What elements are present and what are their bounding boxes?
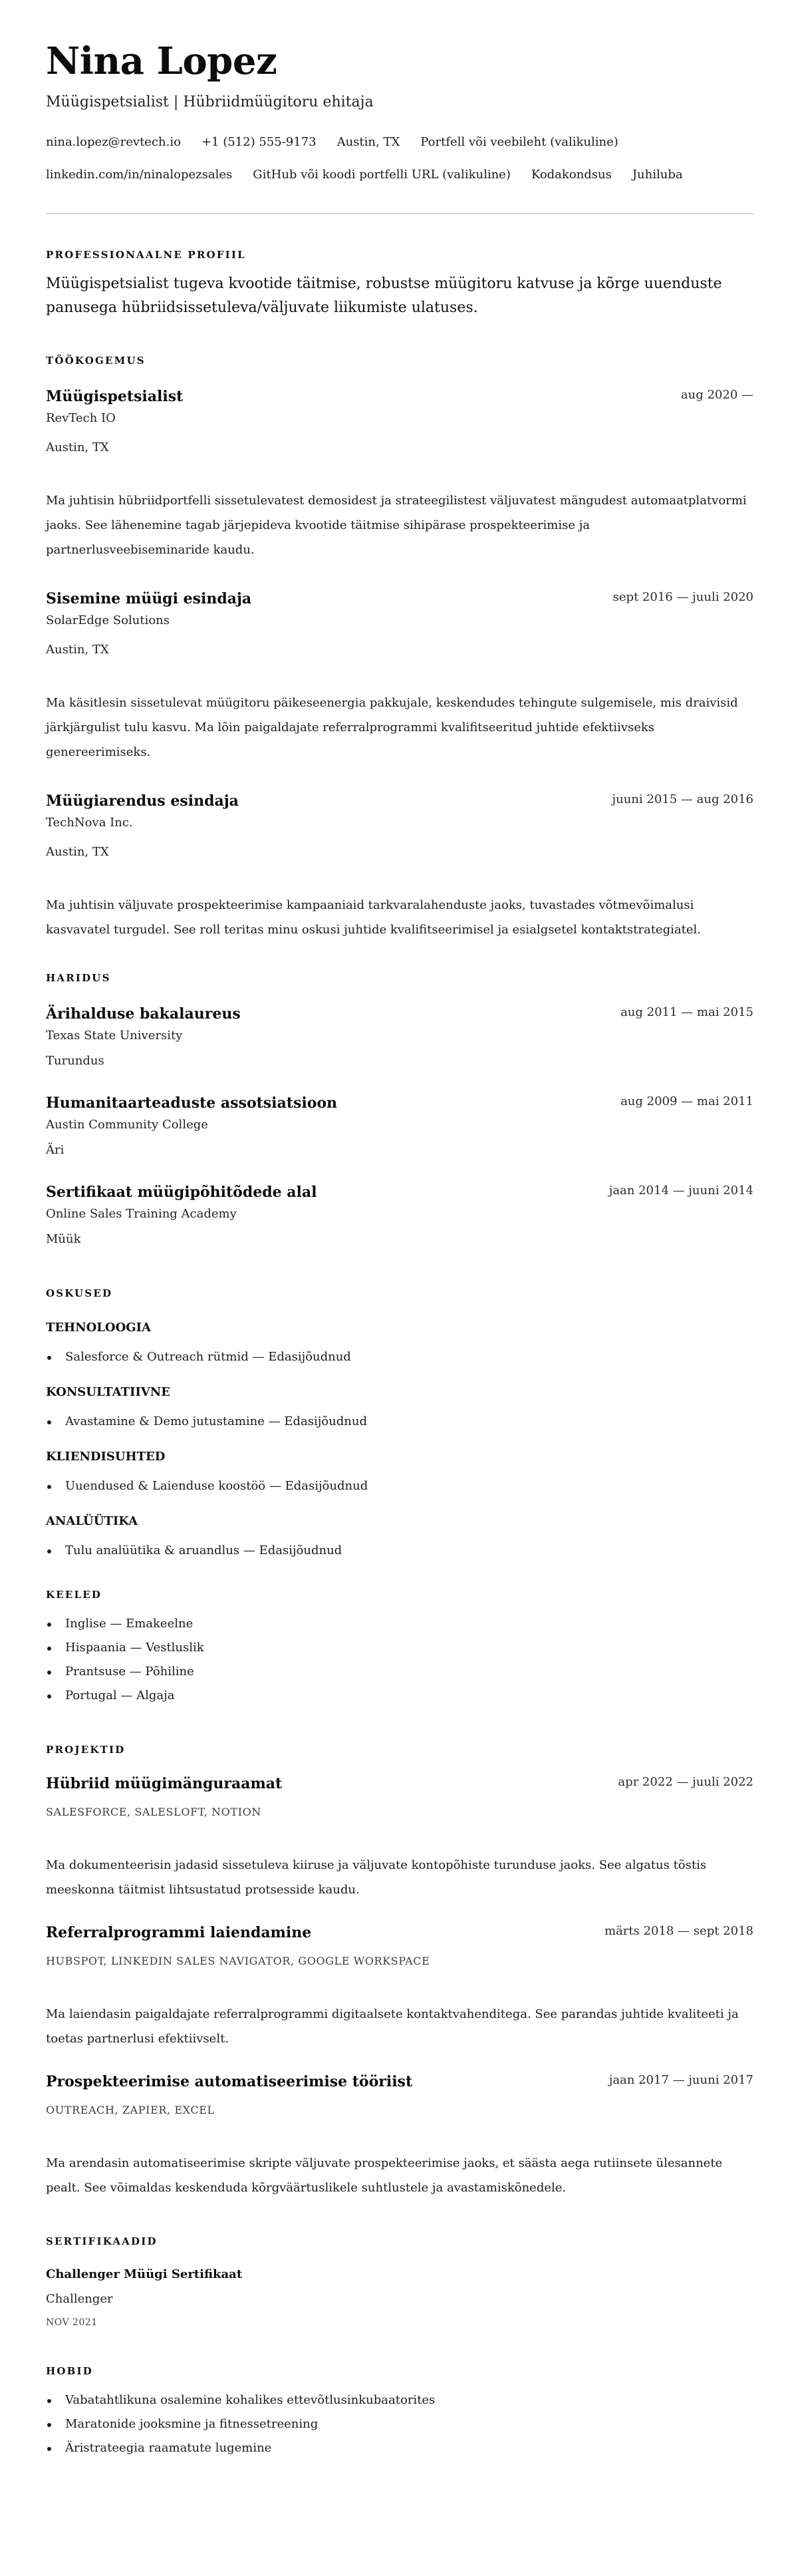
candidate-name: Nina Lopez (46, 39, 277, 83)
profile-section (46, 248, 753, 320)
contact-list (46, 126, 753, 191)
education-dates: aug 2009 — mai 2011 (620, 1094, 753, 1108)
section-heading: PROFESSIONAALNE PROFIIL (46, 249, 246, 261)
contact-linkedin[interactable]: linkedin.com/in/ninalopezsales (46, 168, 233, 182)
section-heading: PROJEKTID (46, 1744, 126, 1756)
skill-group (46, 1320, 753, 1367)
education-dates: jaan 2014 — juuni 2014 (608, 1184, 753, 1198)
section-heading: KEELED (46, 1589, 102, 1601)
skill-group (46, 1384, 753, 1431)
project-title: Referralprogrammi laiendamine (46, 1924, 312, 1941)
contact-email[interactable]: nina.lopez@revtech.io (46, 135, 181, 149)
section-heading: OSKUSED (46, 1287, 113, 1299)
languages-section (46, 1588, 753, 1708)
projects-section (46, 1743, 753, 2200)
project-tech: HUBSPOT, LINKEDIN SALES NAVIGATOR, GOOGLE WORKSPACE (46, 1955, 430, 1967)
project-description: Ma arendasin automatiseerimise skripte väljuvate prospekteerimise jaoks, et säästa aega rutiinsete ülesannete pealt. See võimaldas keskenduda kõrgväärtuslikele suhtlustele ja avastamiskõnedele. (46, 2156, 723, 2195)
skill-group-name: KLIENDISUHTED (46, 1450, 166, 1464)
skill-item: Tulu analüütika & aruandlus — Edasijõudnud (46, 1541, 753, 1560)
section-heading: TÖÖKOGEMUS (46, 355, 146, 367)
degree-title: Humanitaarteaduste assotsiatsioon (46, 1094, 338, 1112)
education-entry (46, 1004, 753, 1070)
header-divider (46, 213, 753, 214)
job-description: Ma käsitlesin sissetulevat müügitoru päikeseenergia pakkujale, keskendudes tehingute sulgemisele, mis draivisid järkjärgulist tulu kasvu. Ma lõin paigaldajate referralprogrammi kvalifitseeritud juhtide efektiivseks genereerimiseks. (46, 696, 738, 759)
skill-group-name: ANALÜÜTIKA (46, 1514, 138, 1528)
certification-title: Challenger Müügi Sertifikaat (46, 2267, 243, 2281)
project-tech: OUTREACH, ZAPIER, EXCEL (46, 2104, 215, 2116)
certifications-section (46, 2235, 753, 2329)
project-description: Ma laiendasin paigaldajate referralprogrammi digitaalsete kontaktvahenditega. See parandas juhtide kvaliteeti ja toetas partnerlusi efektiivselt. (46, 2007, 739, 2046)
skill-group (46, 1514, 753, 1560)
job-company: RevTech IO (46, 411, 116, 425)
project-dates: jaan 2017 — juuni 2017 (608, 2073, 753, 2087)
certification-issuer: Challenger (46, 2292, 113, 2306)
job-location: Austin, TX (46, 643, 109, 657)
skill-group (46, 1449, 753, 1496)
section-heading: SERTIFIKAADID (46, 2235, 158, 2247)
job-location: Austin, TX (46, 440, 109, 454)
degree-title: Ärihalduse bakalaureus (46, 1005, 241, 1023)
project-dates: märts 2018 — sept 2018 (604, 1924, 753, 1938)
language-item: Prantsuse — Põhiline (46, 1660, 753, 1684)
job-company: TechNova Inc. (46, 816, 133, 830)
section-heading: HOBID (46, 2365, 93, 2377)
field-of-study: Äri (46, 1143, 65, 1157)
contact-drivers-license: Juhiluba (632, 168, 683, 182)
project-title: Hübriid müügimänguraamat (46, 1775, 283, 1792)
project-entry (46, 2072, 753, 2200)
job-entry (46, 791, 753, 942)
job-entry (46, 387, 753, 562)
skill-item: Avastamine & Demo jutustamine — Edasijõudnud (46, 1412, 753, 1431)
job-dates: aug 2020 — (680, 388, 753, 402)
job-dates: sept 2016 — juuli 2020 (612, 590, 753, 604)
hobby-item: Äristrateegia raamatute lugemine (46, 2436, 753, 2460)
language-item: Hispaania — Vestluslik (46, 1636, 753, 1660)
contact-location: Austin, TX (336, 135, 400, 149)
job-company: SolarEdge Solutions (46, 613, 170, 627)
contact-portfolio[interactable]: Portfell või veebileht (valikuline) (420, 135, 618, 149)
certification-date: NOV 2021 (46, 2317, 98, 2328)
project-dates: apr 2022 — juuli 2022 (618, 1775, 753, 1789)
job-description: Ma juhtisin väljuvate prospekteerimise kampaaniaid tarkvaralahenduste jaoks, tuvastades võtmevõimalusi kasvavatel turgudel. See roll teritas minu oskusi juhtide kvalifitseerimisel ja esialgsetel kontaktstrategiatel. (46, 898, 701, 937)
project-description: Ma dokumenteerisin jadasid sissetuleva kiiruse ja väljuvate kontopõhiste turunduse jaoks. See algatus tõstis meeskonna täitmist lihtsustatud protsesside kaudu. (46, 1858, 707, 1897)
project-entry (46, 1774, 753, 1902)
skill-item: Uuendused & Laienduse koostöö — Edasijõudnud (46, 1477, 753, 1496)
job-location: Austin, TX (46, 845, 109, 859)
school-name: Austin Community College (46, 1118, 208, 1132)
job-entry (46, 589, 753, 764)
resume-header (46, 40, 753, 191)
candidate-headline: Müügispetsialist | Hübriidmüügitoru ehitaja (46, 94, 374, 110)
language-item: Portugal — Algaja (46, 1684, 753, 1708)
hobby-item: Maratonide jooksmine ja fitnessetreening (46, 2412, 753, 2436)
language-list (46, 1612, 753, 1708)
project-entry (46, 1923, 753, 2051)
hobbies-section (46, 2364, 753, 2460)
education-entry (46, 1182, 753, 1249)
degree-title: Sertifikaat müügipõhitõdede alal (46, 1184, 317, 1201)
hobby-item: Vabatahtlikuna osalemine kohalikes ettevõtlusinkubaatorites (46, 2388, 753, 2412)
skills-section (46, 1287, 753, 1560)
job-dates: juuni 2015 — aug 2016 (612, 792, 753, 806)
field-of-study: Müük (46, 1232, 81, 1246)
hobby-list (46, 2388, 753, 2460)
contact-phone[interactable]: +1 (512) 555-9173 (201, 135, 317, 149)
school-name: Texas State University (46, 1029, 183, 1043)
education-entry (46, 1093, 753, 1160)
contact-github[interactable]: GitHub või koodi portfelli URL (valikuline) (253, 168, 511, 182)
skill-group-name: KONSULTATIIVNE (46, 1385, 170, 1399)
experience-section (46, 354, 753, 942)
job-title: Müügiarendus esindaja (46, 792, 239, 810)
skill-item: Salesforce & Outreach rütmid — Edasijõudnud (46, 1348, 753, 1367)
project-tech: SALESFORCE, SALESLOFT, NOTION (46, 1806, 261, 1818)
education-section (46, 971, 753, 1249)
field-of-study: Turundus (46, 1054, 104, 1068)
language-item: Inglise — Emakeelne (46, 1612, 753, 1636)
education-dates: aug 2011 — mai 2015 (620, 1005, 753, 1019)
project-title: Prospekteerimise automatiseerimise tööriist (46, 2073, 413, 2090)
contact-citizenship: Kodakondsus (531, 168, 612, 182)
profile-summary: Müügispetsialist tugeva kvootide täitmise, robustse müügitoru katvuse ja kõrge uuenduste panusega hübriidsissetuleva/väljuvate liikumiste ulatuses. (46, 275, 722, 316)
job-title: Müügispetsialist (46, 388, 184, 405)
skill-group-name: TEHNOLOOGIA (46, 1321, 152, 1335)
job-description: Ma juhtisin hübriidportfelli sissetulevatest demosidest ja strateegilistest väljuvatest mängudest automaatplatvormi jaoks. See lähenemine tagab järjepideva kvootide täitmise sihipärase prospekteerimise ja partnerlusveebiseminaride kaudu. (46, 494, 747, 557)
job-title: Sisemine müügi esindaja (46, 590, 252, 607)
school-name: Online Sales Training Academy (46, 1207, 237, 1221)
section-heading: HARIDUS (46, 972, 111, 984)
